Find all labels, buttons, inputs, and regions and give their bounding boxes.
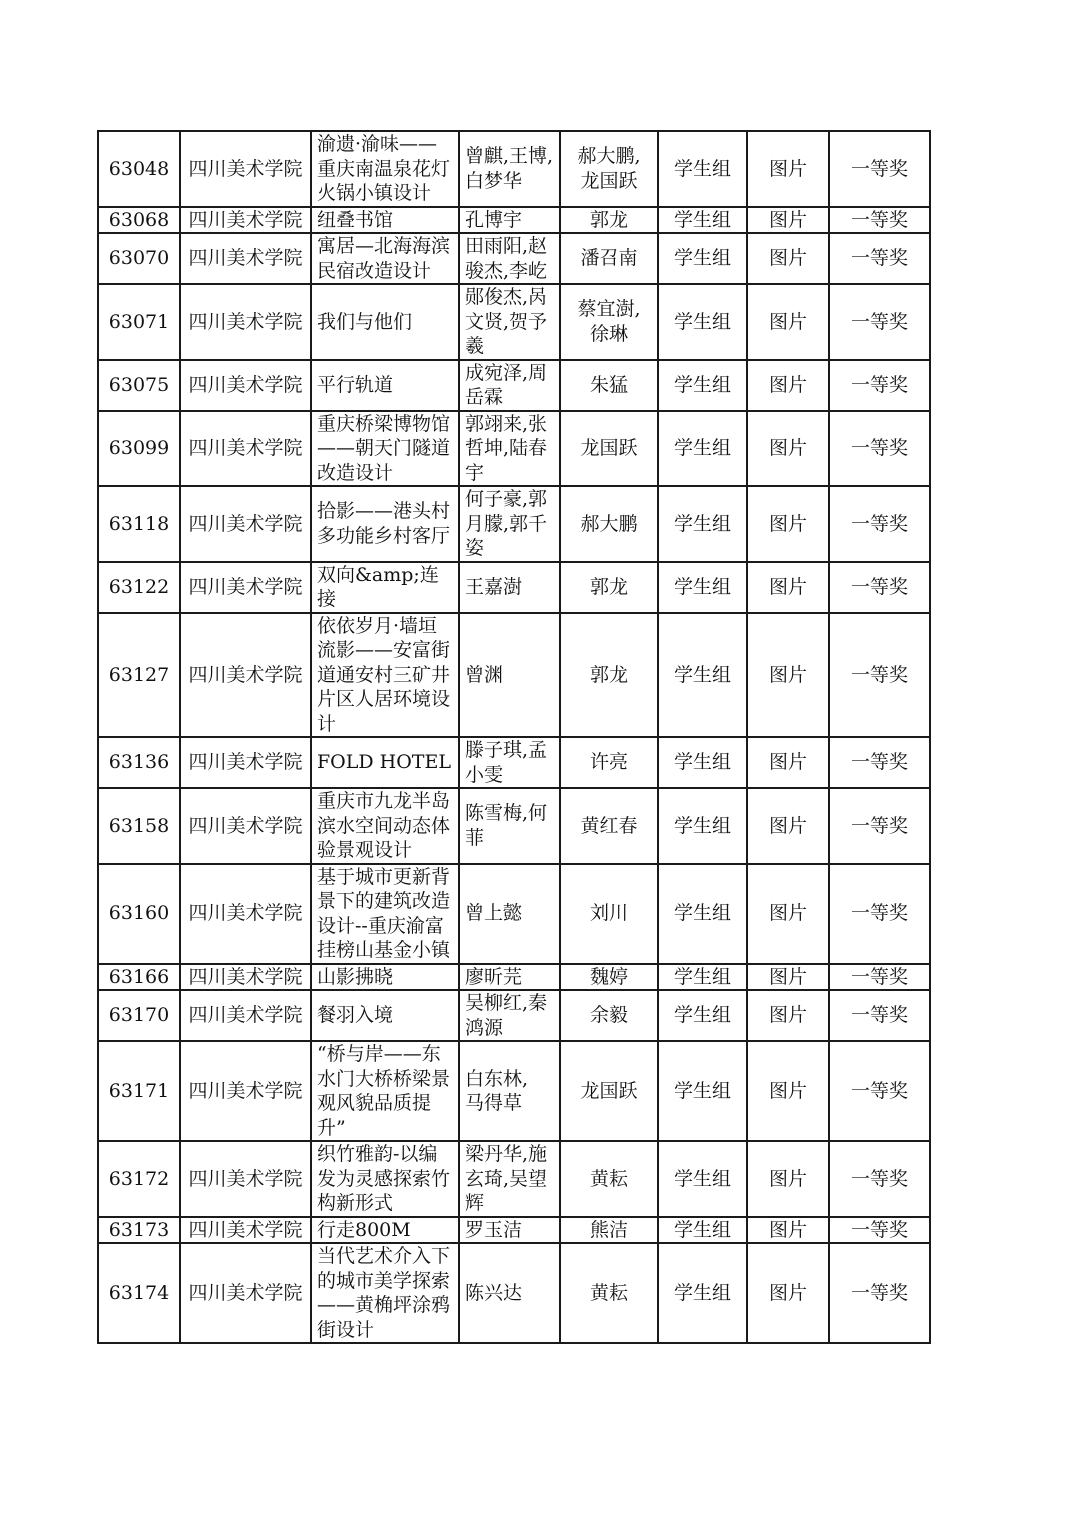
cell-authors: 曾上懿	[459, 864, 560, 964]
cell-work-id: 63166	[98, 964, 180, 991]
cell-advisor: 龙国跃	[560, 1041, 658, 1141]
cell-authors: 陈雪梅,何菲	[459, 788, 560, 864]
cell-work-id: 63173	[98, 1217, 180, 1244]
cell-advisor: 郝大鹏, 龙国跃	[560, 131, 658, 207]
cell-group: 学生组	[658, 233, 747, 284]
cell-award: 一等奖	[829, 284, 930, 360]
cell-group: 学生组	[658, 486, 747, 562]
cell-school: 四川美术学院	[180, 1243, 311, 1343]
cell-group: 学生组	[658, 360, 747, 411]
cell-award: 一等奖	[829, 788, 930, 864]
cell-work-id: 63136	[98, 737, 180, 788]
table-row	[98, 284, 930, 360]
cell-advisor: 黄耘	[560, 1141, 658, 1217]
cell-group: 学生组	[658, 964, 747, 991]
cell-school: 四川美术学院	[180, 990, 311, 1041]
cell-authors: 田雨阳,赵骏杰,李屹	[459, 233, 560, 284]
cell-school: 四川美术学院	[180, 964, 311, 991]
cell-type: 图片	[747, 1243, 829, 1343]
cell-work-title: 依依岁月·墙垣流影——安富街道通安村三矿井片区人居环境设计	[311, 613, 459, 738]
cell-school: 四川美术学院	[180, 360, 311, 411]
cell-work-id: 63122	[98, 562, 180, 613]
cell-authors: 曾渊	[459, 613, 560, 738]
cell-work-title: “桥与岸——东水门大桥桥梁景观风貌品质提升”	[311, 1041, 459, 1141]
cell-advisor: 余毅	[560, 990, 658, 1041]
cell-type: 图片	[747, 1041, 829, 1141]
cell-award: 一等奖	[829, 1217, 930, 1244]
cell-authors: 廖昕芫	[459, 964, 560, 991]
cell-work-title: 行走800M	[311, 1217, 459, 1244]
cell-advisor: 潘召南	[560, 233, 658, 284]
cell-advisor: 龙国跃	[560, 411, 658, 487]
table-row	[98, 737, 930, 788]
cell-award: 一等奖	[829, 562, 930, 613]
cell-work-id: 63068	[98, 207, 180, 234]
cell-type: 图片	[747, 864, 829, 964]
cell-school: 四川美术学院	[180, 1041, 311, 1141]
cell-work-title: 餐羽入境	[311, 990, 459, 1041]
cell-work-title: 渝遗·渝味——重庆南温泉花灯火锅小镇设计	[311, 131, 459, 207]
table-row	[98, 864, 930, 964]
table-row	[98, 990, 930, 1041]
cell-authors: 白东林, 马得草	[459, 1041, 560, 1141]
cell-group: 学生组	[658, 1141, 747, 1217]
cell-group: 学生组	[658, 411, 747, 487]
cell-authors: 成宛泽,周岳霖	[459, 360, 560, 411]
cell-advisor: 魏婷	[560, 964, 658, 991]
cell-award: 一等奖	[829, 1141, 930, 1217]
cell-award: 一等奖	[829, 486, 930, 562]
cell-award: 一等奖	[829, 411, 930, 487]
cell-award: 一等奖	[829, 990, 930, 1041]
cell-award: 一等奖	[829, 360, 930, 411]
cell-advisor: 刘川	[560, 864, 658, 964]
cell-group: 学生组	[658, 131, 747, 207]
cell-group: 学生组	[658, 737, 747, 788]
cell-group: 学生组	[658, 207, 747, 234]
cell-type: 图片	[747, 1141, 829, 1217]
cell-advisor: 郭龙	[560, 562, 658, 613]
cell-school: 四川美术学院	[180, 613, 311, 738]
cell-group: 学生组	[658, 1217, 747, 1244]
cell-advisor: 黄耘	[560, 1243, 658, 1343]
cell-type: 图片	[747, 233, 829, 284]
cell-work-title: 寓居—北海海滨民宿改造设计	[311, 233, 459, 284]
cell-authors: 梁丹华,施玄琦,吴望辉	[459, 1141, 560, 1217]
cell-work-id: 63158	[98, 788, 180, 864]
table-row	[98, 486, 930, 562]
cell-work-title: 我们与他们	[311, 284, 459, 360]
cell-authors: 曾麒,王博,白梦华	[459, 131, 560, 207]
cell-type: 图片	[747, 964, 829, 991]
cell-work-title: 织竹雅韵-以编发为灵感探索竹构新形式	[311, 1141, 459, 1217]
cell-type: 图片	[747, 788, 829, 864]
cell-work-id: 63118	[98, 486, 180, 562]
cell-advisor: 郭龙	[560, 613, 658, 738]
cell-type: 图片	[747, 284, 829, 360]
cell-advisor: 蔡宜澍, 徐琳	[560, 284, 658, 360]
cell-award: 一等奖	[829, 233, 930, 284]
table-row	[98, 131, 930, 207]
cell-work-id: 63099	[98, 411, 180, 487]
cell-group: 学生组	[658, 284, 747, 360]
table-row	[98, 1141, 930, 1217]
cell-authors: 吴柳红,秦鸿源	[459, 990, 560, 1041]
cell-type: 图片	[747, 737, 829, 788]
table-row	[98, 613, 930, 738]
cell-school: 四川美术学院	[180, 562, 311, 613]
cell-type: 图片	[747, 486, 829, 562]
cell-award: 一等奖	[829, 864, 930, 964]
cell-advisor: 朱猛	[560, 360, 658, 411]
cell-type: 图片	[747, 360, 829, 411]
cell-school: 四川美术学院	[180, 788, 311, 864]
cell-authors: 郭翊来,张哲坤,陆春宇	[459, 411, 560, 487]
cell-group: 学生组	[658, 864, 747, 964]
cell-award: 一等奖	[829, 131, 930, 207]
cell-advisor: 许亮	[560, 737, 658, 788]
cell-advisor: 郝大鹏	[560, 486, 658, 562]
table-row	[98, 562, 930, 613]
cell-advisor: 郭龙	[560, 207, 658, 234]
table-row	[98, 1041, 930, 1141]
cell-award: 一等奖	[829, 1243, 930, 1343]
cell-work-title: 平行轨道	[311, 360, 459, 411]
cell-type: 图片	[747, 411, 829, 487]
cell-type: 图片	[747, 990, 829, 1041]
award-table-body	[98, 131, 930, 1343]
cell-work-title: 山影拂晓	[311, 964, 459, 991]
cell-work-id: 63170	[98, 990, 180, 1041]
cell-work-title: 双向&amp;连接	[311, 562, 459, 613]
cell-school: 四川美术学院	[180, 737, 311, 788]
cell-work-id: 63048	[98, 131, 180, 207]
cell-work-title: 当代艺术介入下的城市美学探索——黄桷坪涂鸦街设计	[311, 1243, 459, 1343]
cell-type: 图片	[747, 131, 829, 207]
table-row	[98, 207, 930, 234]
cell-work-id: 63075	[98, 360, 180, 411]
cell-award: 一等奖	[829, 964, 930, 991]
cell-authors: 滕子琪,孟小雯	[459, 737, 560, 788]
cell-school: 四川美术学院	[180, 284, 311, 360]
cell-group: 学生组	[658, 613, 747, 738]
cell-work-id: 63171	[98, 1041, 180, 1141]
cell-work-id: 63172	[98, 1141, 180, 1217]
cell-work-title: 纽叠书馆	[311, 207, 459, 234]
cell-school: 四川美术学院	[180, 131, 311, 207]
cell-award: 一等奖	[829, 613, 930, 738]
cell-school: 四川美术学院	[180, 1217, 311, 1244]
cell-award: 一等奖	[829, 1041, 930, 1141]
cell-school: 四川美术学院	[180, 411, 311, 487]
cell-group: 学生组	[658, 788, 747, 864]
cell-school: 四川美术学院	[180, 486, 311, 562]
cell-school: 四川美术学院	[180, 233, 311, 284]
cell-work-title: 重庆市九龙半岛滨水空间动态体验景观设计	[311, 788, 459, 864]
table-row	[98, 360, 930, 411]
cell-type: 图片	[747, 562, 829, 613]
cell-authors: 陈兴达	[459, 1243, 560, 1343]
cell-group: 学生组	[658, 1243, 747, 1343]
cell-school: 四川美术学院	[180, 1141, 311, 1217]
cell-authors: 孔博宇	[459, 207, 560, 234]
cell-work-title: 拾影——港头村多功能乡村客厅	[311, 486, 459, 562]
cell-work-title: FOLD HOTEL	[311, 737, 459, 788]
cell-type: 图片	[747, 1217, 829, 1244]
cell-award: 一等奖	[829, 737, 930, 788]
cell-authors: 罗玉洁	[459, 1217, 560, 1244]
cell-work-id: 63127	[98, 613, 180, 738]
cell-school: 四川美术学院	[180, 864, 311, 964]
table-row	[98, 1243, 930, 1343]
cell-type: 图片	[747, 613, 829, 738]
cell-authors: 郧俊杰,呙文贤,贺予羲	[459, 284, 560, 360]
cell-school: 四川美术学院	[180, 207, 311, 234]
cell-work-id: 63160	[98, 864, 180, 964]
cell-group: 学生组	[658, 990, 747, 1041]
table-row	[98, 964, 930, 991]
cell-type: 图片	[747, 207, 829, 234]
table-row	[98, 788, 930, 864]
award-table	[97, 130, 931, 1344]
table-row	[98, 1217, 930, 1244]
cell-award: 一等奖	[829, 207, 930, 234]
cell-authors: 何子豪,郭月朦,郭千姿	[459, 486, 560, 562]
table-row	[98, 411, 930, 487]
cell-group: 学生组	[658, 1041, 747, 1141]
cell-work-title: 重庆桥梁博物馆——朝天门隧道改造设计	[311, 411, 459, 487]
table-row	[98, 233, 930, 284]
cell-work-id: 63174	[98, 1243, 180, 1343]
cell-work-id: 63071	[98, 284, 180, 360]
cell-work-id: 63070	[98, 233, 180, 284]
cell-group: 学生组	[658, 562, 747, 613]
cell-work-title: 基于城市更新背景下的建筑改造设计--重庆渝富挂榜山基金小镇	[311, 864, 459, 964]
cell-advisor: 熊洁	[560, 1217, 658, 1244]
cell-authors: 王嘉澍	[459, 562, 560, 613]
cell-advisor: 黄红春	[560, 788, 658, 864]
